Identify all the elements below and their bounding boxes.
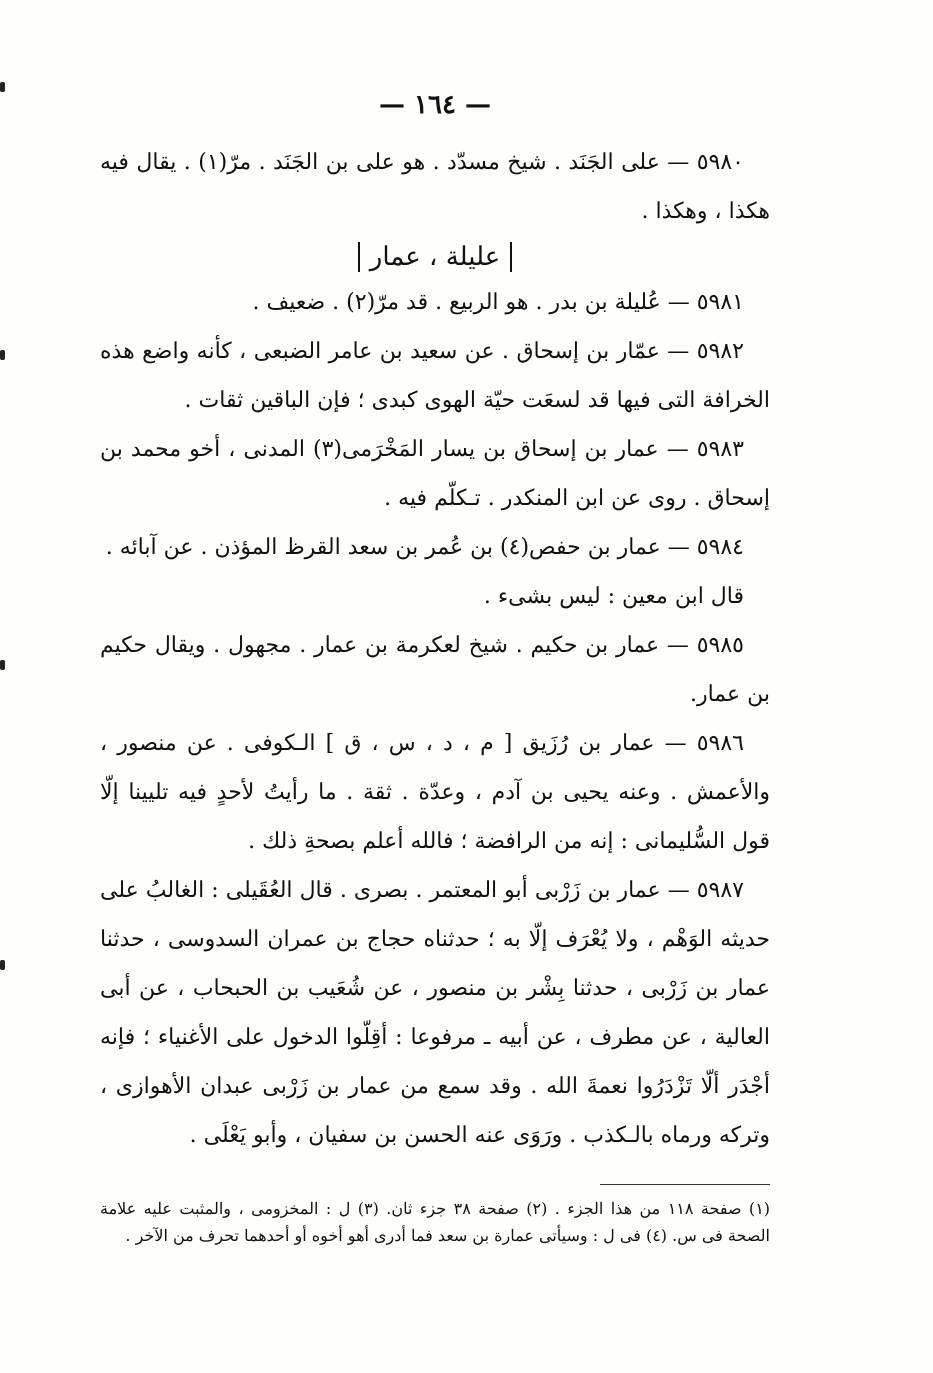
entry-5984-quote: قال ابن معين : ليس بشىء .: [483, 584, 744, 609]
scan-edge-mark: [0, 660, 5, 670]
section-heading: [100, 242, 770, 272]
entry-5980: ٥٩٨٠ — على الجَنَد . شيخ مسدّد . هو على بن الجَنَد . مرّ(١) . يقال فيه هكذا ، وهكذا .: [100, 150, 770, 224]
entry-5987: ٥٩٨٧ — عمار بن زَرْبى أبو المعتمر . بصرى . قال العُقَيلى : الغالبُ على حديثه الوَهْم ، ولا يُعْرَف إلّا به ؛ حدثناه حجاج بن عمران السدوسى ، حدثنا عمار بن زَرْبى ، حدثنا بِشْر بن منصور ، عن شُعَيب بن الحبحاب ، عن أبى العالية ، عن مطرف ، عن أبيه ـ مرفوعا : أقِلّوا الدخول على الأغنياء ؛ فإنه أجْدَر ألّا تَزْدَرُوا نعمةَ الله . وقد سمع من عمار بن زَرْبى عبدان الأهوازى ، وتركه ورماه بالـكذب . ورَوَى عنه الحسن بن سفيان ، وأبو يَعْلَى .: [100, 878, 770, 1148]
scan-edge-mark: [0, 350, 5, 360]
scan-edge-mark: [0, 82, 5, 92]
book-page: [100, 90, 770, 1249]
entry-5983: ٥٩٨٣ — عمار بن إسحاق بن يسار المَخْرَمى(٣) المدنى ، أخو محمد بن إسحاق . روى عن ابن المنكدر . تـكلّم فيه .: [100, 437, 770, 511]
entry-5981: ٥٩٨١ — عُليلة بن بدر . هو الربيع . قد مرّ(٢) . ضعيف .: [252, 290, 744, 315]
page-number: — ١٦٤ —: [378, 90, 492, 120]
entry-5982: ٥٩٨٢ — عمّار بن إسحاق . عن سعيد بن عامر الضبعى ، كأنه واضع هذه الخرافة التى فيها قد لسعَت حيّة الهوى كبدى ؛ فإن الباقين ثقات .: [100, 339, 770, 413]
entry-5985: ٥٩٨٥ — عمار بن حكيم . شيخ لعكرمة بن عمار . مجهول . ويقال حكيم بن عمار.: [100, 633, 770, 707]
footnotes: [100, 1195, 770, 1249]
footnote-divider: [600, 1184, 770, 1185]
footnote-text: (١) صفحة ١١٨ من هذا الجزء . (٢) صفحة ٣٨ جزء ثان. (٣) ل : المخزومى ، والمثبت عليه علامة الصحة فى س. (٤) فى ل : وسيأتى عمارة بن سعد فما أدرى أهو أخوه أو أحدهما تحرف من الآخر .: [100, 1199, 771, 1245]
entry-5986: ٥٩٨٦ — عمار بن رُزَيق [ م ، د ، س ، ق ] الـكوفى . عن منصور ، والأعمش . وعنه يحيى بن آدم ، وعدّة . ثقة . ما رأيتُ لأحدٍ فيه تليينا إلّا قول السُّليمانى : إنه من الرافضة ؛ فالله أعلم بصحةِ ذلك .: [100, 731, 770, 854]
scan-edge-mark: [0, 960, 5, 970]
section-heading-text: عليلة ، عمار: [358, 242, 512, 272]
entry-5984: ٥٩٨٤ — عمار بن حفص(٤) بن عُمر بن سعد القرظ المؤذن . عن آبائه .: [105, 535, 744, 560]
